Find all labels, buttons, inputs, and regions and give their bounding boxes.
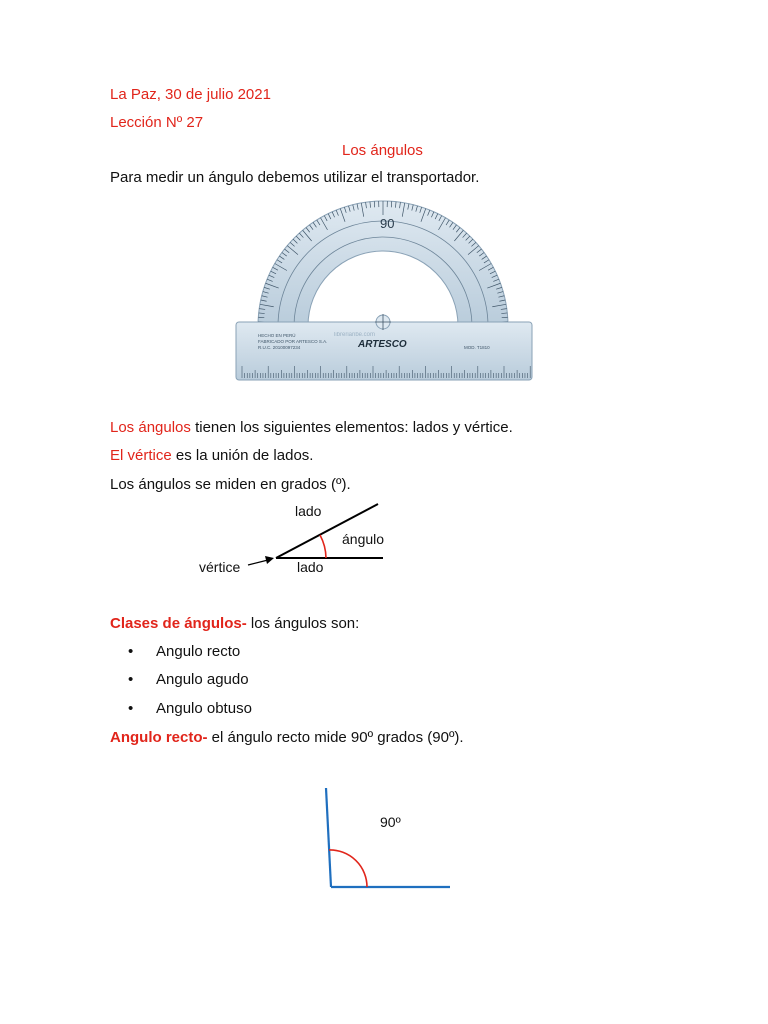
vertex-rest: es la unión de lados. [171,447,314,464]
right-angle-label: 90º [380,814,401,830]
bullet-icon: • [128,700,134,717]
protractor-model: MOD. T1810 [464,345,490,350]
list-item: Angulo recto [156,643,241,660]
elements-rest: tienen los siguientes elementos: lados y vértice. [190,419,513,436]
protractor-watermark: libreriaribe.com [334,332,376,338]
right-angle-vertical-side [326,788,331,887]
angle-arc [320,535,326,558]
list-item: Angulo obtuso [156,700,252,717]
protractor-maker-3: R.U.C. 20100097234 [258,345,301,350]
label-top-side: lado [295,503,322,519]
degrees-sentence: Los ángulos se miden en grados (º). [110,476,351,493]
right-angle-diagram [310,780,470,900]
label-angle: ángulo [342,531,385,547]
list-item: Angulo agudo [156,671,249,688]
vertex-keyword: El vértice [110,447,172,464]
lesson-line: Lección Nº 27 [110,114,204,131]
vertex-sentence [110,447,313,464]
protractor-image [234,198,536,384]
protractor-center-degree: 90 [380,216,395,231]
page-title: Los ángulos [342,142,423,159]
intro-text: Para medir un ángulo debemos utilizar el transportador. [110,169,480,186]
angle-diagram [190,498,410,588]
protractor-maker-1: HECHO EN PERÚ [258,333,296,338]
right-angle-sentence [110,729,464,746]
right-angle-keyword: Angulo recto- [110,729,208,746]
vertex-arrow [248,560,268,565]
elements-keyword: Los ángulos [110,419,191,436]
right-angle-arc [329,850,367,887]
classes-keyword: Clases de ángulos- [110,615,247,632]
protractor-maker-2: FABRICADO POR ARTESCO S.A. [258,339,328,344]
label-bottom-side: lado [297,559,324,575]
label-vertex: vértice [199,559,241,575]
bullet-icon: • [128,671,134,688]
vertex-arrowhead [265,556,274,564]
bullet-icon: • [128,643,134,660]
classes-rest: los ángulos son: [246,615,360,632]
protractor-brand: ARTESCO [358,339,407,350]
classes-heading [110,615,359,632]
elements-sentence [110,419,513,436]
date-line: La Paz, 30 de julio 2021 [110,86,271,103]
right-angle-rest: el ángulo recto mide 90º grados (90º). [207,729,464,746]
